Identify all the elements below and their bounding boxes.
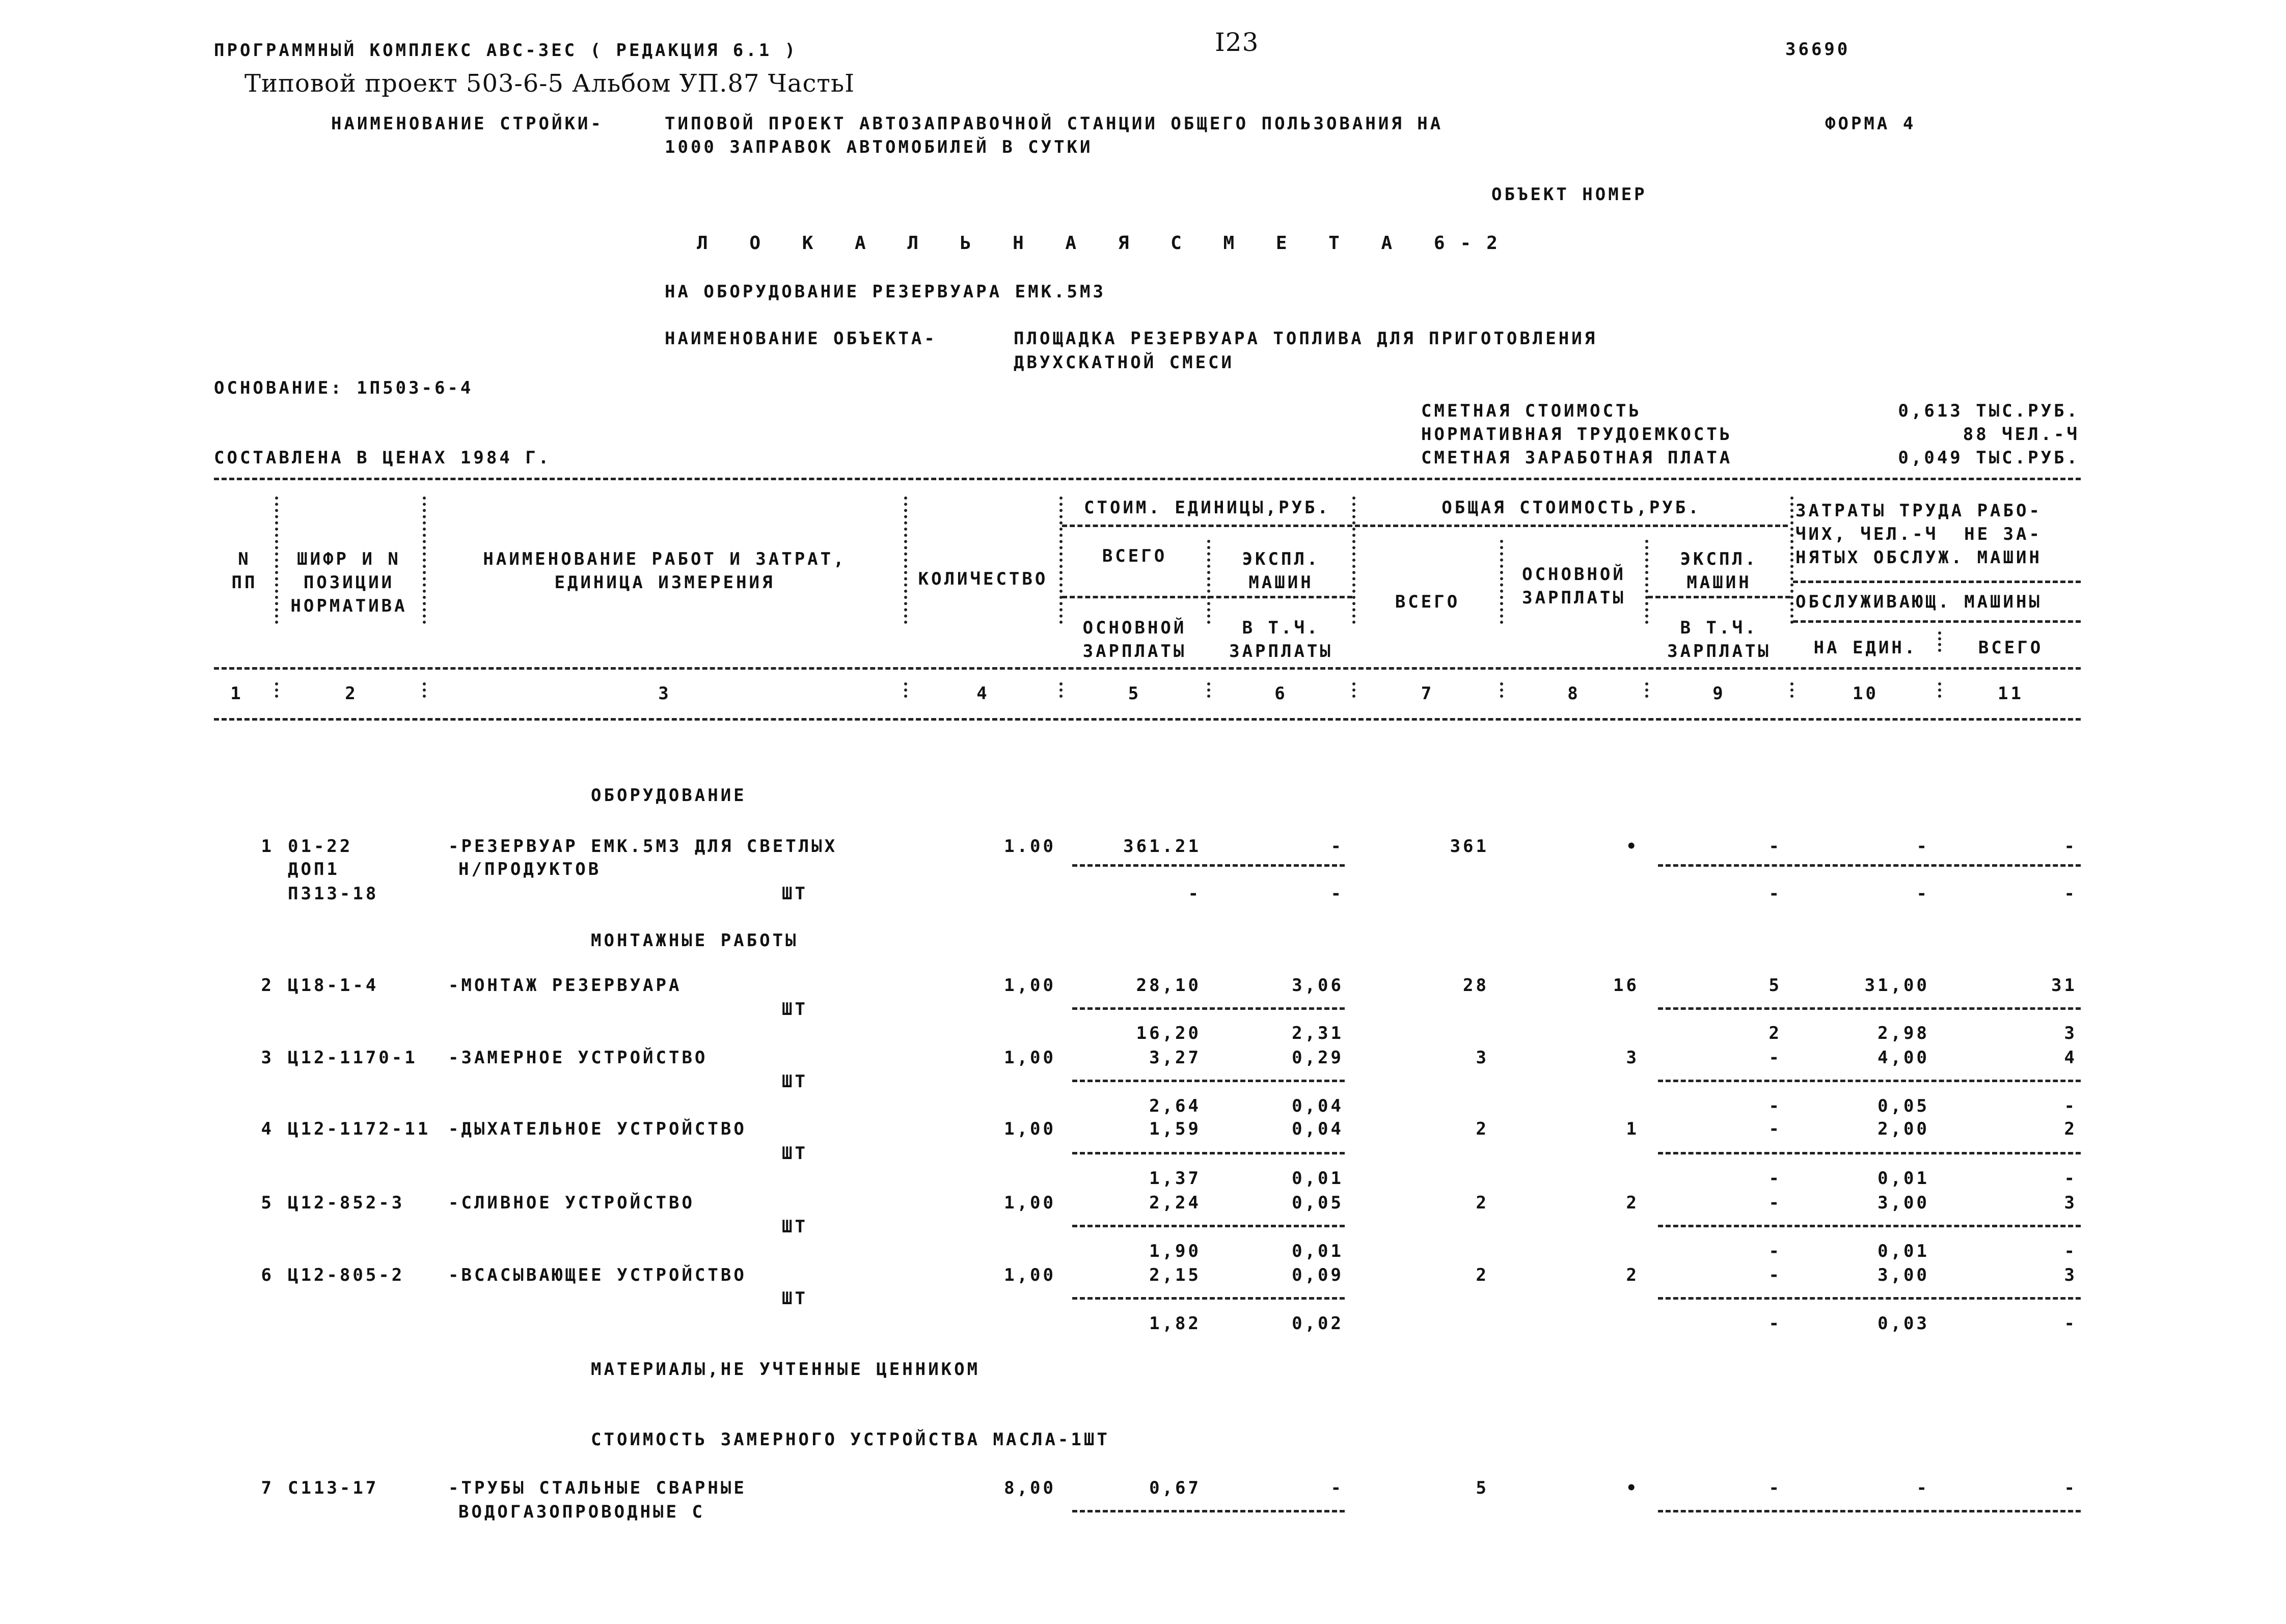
row-sub-rule [1072,1007,1345,1010]
row-number: 4 [261,1119,274,1139]
labor-rule-1 [1793,581,2081,583]
row-labor-unit: - [1916,1478,1929,1498]
col-header-labor: ЗАТРАТЫ ТРУДА РАБО- ЧИХ, ЧЕЛ.-Ч НЕ ЗА- НЯТЫХ ОБСЛУЖ. МАШИН [1795,501,2042,568]
row-unit-mach: 3,06 [1292,975,1344,996]
row-total-incl-wage: - [1768,884,1782,904]
row-labor-total: - [2064,836,2077,857]
row-labor-total: 3 [2064,1193,2077,1213]
row-sub-rule [1072,1152,1345,1154]
row-labor-serv-total: - [2064,884,2077,904]
row-unit-incl-wage: 2,31 [1292,1023,1344,1043]
row-code: Ц18-1-4 [288,975,379,996]
row-code: С113-17 [288,1478,379,1498]
row-name-2: Н/ПРОДУКТОВ [458,859,602,879]
row-total-mach: - [1768,1265,1782,1285]
row-labor-serv-unit: 0,01 [1877,1168,1929,1189]
row-unit-mach: - [1330,836,1344,857]
row-number: 3 [261,1048,274,1068]
row-unit-mach: 0,09 [1292,1265,1344,1285]
page-number: I23 [1215,27,1259,57]
section-equipment: ОБОРУДОВАНИЕ [591,785,747,806]
row-total-incl-wage: - [1768,1096,1782,1116]
row-sub-rule [1072,1080,1345,1082]
row-total-wage: 1 [1626,1119,1639,1139]
row-code: Ц12-805-2 [288,1265,405,1285]
row-total: 2 [1476,1265,1489,1285]
row-unit-base-wage: 1,90 [1149,1241,1201,1261]
row-total: 28 [1463,975,1489,996]
row-qty: 1,00 [1004,1119,1056,1139]
row-sub-rule [1658,1225,2081,1227]
row-name-2: ВОДОГАЗОПРОВОДНЫЕ С [458,1502,705,1522]
unit-cost-rule [1062,525,1352,527]
row-code-2: ДОП1 [288,859,340,879]
row-qty: 1,00 [1004,1048,1056,1068]
summary-label-labor: НОРМАТИВНАЯ ТРУДОЕМКОСТЬ [1421,424,1733,445]
row-labor-serv-total: - [2064,1168,2077,1189]
header-mid-rule [214,667,2081,670]
col-header-total-all: ВСЕГО [1395,592,1460,612]
row-name: -ВСАСЫВАЮЩЕЕ УСТРОЙСТВО [448,1265,747,1285]
section-meter-cost: СТОИМОСТЬ ЗАМЕРНОГО УСТРОЙСТВА МАСЛА-1ШТ [591,1429,1110,1450]
col-header-labor-total: ВСЕГО [1978,638,2044,658]
doc-code: 36690 [1785,39,1850,60]
row-labor-unit: 3,00 [1877,1265,1929,1285]
row-total-wage: 2 [1626,1193,1639,1213]
header-top-rule [214,478,2081,480]
row-total: 3 [1476,1048,1489,1068]
object-label: НАИМЕНОВАНИЕ ОБЪЕКТА- [665,328,937,349]
row-total-incl-wage: - [1768,1241,1782,1261]
row-labor-total: 2 [2064,1119,2077,1139]
col-header-total-wage: ОСНОВНОЙ ЗАРПЛАТЫ [1522,564,1626,608]
row-total: 2 [1476,1119,1489,1139]
row-labor-serv-total: 3 [2064,1023,2077,1043]
row-code: Ц12-1172-11 [288,1119,431,1139]
col-header-name: НАИМЕНОВАНИЕ РАБОТ И ЗАТРАТ, ЕДИНИЦА ИЗМЕРЕНИЯ [483,549,847,593]
row-name: -РЕЗЕРВУАР ЕМК.5М3 ДЛЯ СВЕТЛЫХ [448,836,838,857]
row-total: 2 [1476,1193,1489,1213]
row-unit-base-wage: 1,37 [1149,1168,1201,1189]
row-number: 5 [261,1193,274,1213]
estimate-subtitle: НА ОБОРУДОВАНИЕ РЕЗЕРВУАРА ЕМК.5М3 [665,282,1106,302]
row-unit-incl-wage: 0,02 [1292,1313,1344,1334]
row-total-mach: - [1768,1048,1782,1068]
col-num-6: 6 [1274,683,1288,704]
row-unit-mach: 0,05 [1292,1193,1344,1213]
row-sub-rule [1072,1510,1345,1512]
row-qty: 8,00 [1004,1478,1056,1498]
row-total-wage: • [1626,836,1639,857]
form-label: ФОРМА 4 [1825,114,1916,134]
row-unit-incl-wage: 0,04 [1292,1096,1344,1116]
col-header-total-incl-wage: В Т.Ч. ЗАРПЛАТЫ [1667,618,1771,662]
price-basis: СОСТАВЛЕНА В ЦЕНАХ 1984 Г. [214,448,552,468]
col-num-1: 1 [230,683,243,704]
row-unit: ШТ [782,884,808,904]
row-sub-rule [1072,864,1345,867]
row-unit-mach: 0,29 [1292,1048,1344,1068]
project-title: Типовой проект 503-6-5 Альбом УП.87 ЧастьI [244,69,855,98]
row-labor-total: 31 [2051,975,2077,996]
summary-label-wage: СМЕТНАЯ ЗАРАБОТНАЯ ПЛАТА [1421,448,1733,468]
row-total-mach: - [1768,1193,1782,1213]
row-labor-serv-unit: 0,05 [1877,1096,1929,1116]
col-header-qty: КОЛИЧЕСТВО [918,569,1048,589]
row-name: -СЛИВНОЕ УСТРОЙСТВО [448,1193,695,1213]
row-sub-rule [1658,1152,2081,1154]
row-unit-total: 28,10 [1136,975,1201,996]
object-name-line1: ПЛОЩАДКА РЕЗЕРВУАРА ТОПЛИВА ДЛЯ ПРИГОТОВЛЕНИЯ [1014,328,1598,349]
col-num-2: 2 [345,683,358,704]
row-total-wage: 16 [1613,975,1639,996]
row-labor-total: 4 [2064,1048,2077,1068]
row-name: -ЗАМЕРНОЕ УСТРОЙСТВО [448,1048,708,1068]
summary-value-cost: 0,613 ТЫС.РУБ. [1898,401,2080,421]
row-unit-incl-wage: - [1330,884,1344,904]
row-code: Ц12-1170-1 [288,1048,418,1068]
col-header-labor-serv: ОБСЛУЖИВАЮЩ. МАШИНЫ [1795,592,2042,612]
col-header-unit-total: ВСЕГО [1102,546,1167,566]
row-unit-base-wage: 2,64 [1149,1096,1201,1116]
row-sub-rule [1658,1510,2081,1512]
col-num-9: 9 [1712,683,1726,704]
summary-value-wage: 0,049 ТЫС.РУБ. [1898,448,2080,468]
total-cost-rule [1355,525,1788,527]
row-unit-mach: 0,04 [1292,1119,1344,1139]
object-number: ОБЪЕКТ НОМЕР [1491,184,1647,205]
row-labor-total: 3 [2064,1265,2077,1285]
col-num-4: 4 [976,683,990,704]
row-number: 7 [261,1478,274,1498]
row-unit: ШТ [782,999,808,1020]
col-num-10: 10 [1853,683,1879,704]
program-line: ПРОГРАММНЫЙ КОМПЛЕКС АВС-3ЕС ( РЕДАКЦИЯ 6.1 ) [214,40,798,61]
row-labor-serv-unit: 0,01 [1877,1241,1929,1261]
col-header-code: ШИФР И N ПОЗИЦИИ НОРМАТИВА [290,549,407,616]
row-number: 1 [261,836,274,857]
row-labor-unit: - [1916,836,1929,857]
col-header-unit-incl-wage: В Т.Ч. ЗАРПЛАТЫ [1229,618,1333,662]
object-name-line2: ДВУХСКАТНОЙ СМЕСИ [1014,352,1234,373]
row-labor-serv-total: - [2064,1313,2077,1334]
row-unit-base-wage: 16,20 [1136,1023,1201,1043]
row-unit-total: 0,67 [1149,1478,1201,1498]
row-total-mach: - [1768,836,1782,857]
summary-value-labor: 88 ЧЕЛ.-Ч [1963,424,2080,445]
col-header-num: N ПП [231,549,258,593]
row-code: 01-22 [288,836,353,857]
row-name: -ТРУБЫ СТАЛЬНЫЕ СВАРНЫЕ [448,1478,747,1498]
col-num-8: 8 [1567,683,1581,704]
row-unit-mach: - [1330,1478,1344,1498]
row-total-mach: 5 [1768,975,1782,996]
site-label: НАИМЕНОВАНИЕ СТРОЙКИ- [331,114,604,134]
row-sub-rule [1072,1225,1345,1227]
row-unit-incl-wage: 0,01 [1292,1168,1344,1189]
row-unit-total: 2,15 [1149,1265,1201,1285]
row-labor-unit: 4,00 [1877,1048,1929,1068]
row-total-incl-wage: - [1768,1313,1782,1334]
col-header-unit-cost: СТОИМ. ЕДИНИЦЫ,РУБ. [1084,498,1330,518]
row-unit: ШТ [782,1288,808,1309]
row-code-3: П313-18 [288,884,379,904]
col-header-unit-mach: ЭКСПЛ. МАШИН [1242,549,1320,593]
row-total-wage: • [1626,1478,1639,1498]
row-total-wage: 2 [1626,1265,1639,1285]
col-num-5: 5 [1128,683,1141,704]
basis: ОСНОВАНИЕ: 1П503-6-4 [214,378,474,398]
row-unit-base-wage: 1,82 [1149,1313,1201,1334]
col-header-total-cost: ОБЩАЯ СТОИМОСТЬ,РУБ. [1441,498,1701,518]
row-unit-total: 1,59 [1149,1119,1201,1139]
row-labor-unit: 3,00 [1877,1193,1929,1213]
col-header-unit-base-wage: ОСНОВНОЙ ЗАРПЛАТЫ [1082,618,1187,662]
row-unit: ШТ [782,1143,808,1164]
row-name: -ДЫХАТЕЛЬНОЕ УСТРОЙСТВО [448,1119,747,1139]
col-header-total-mach: ЭКСПЛ. МАШИН [1680,549,1758,593]
col-num-3: 3 [658,683,671,704]
row-code: Ц12-852-3 [288,1193,405,1213]
row-sub-rule [1658,864,2081,867]
col-header-labor-unit: НА ЕДИН. [1813,638,1918,658]
row-unit: ШТ [782,1217,808,1237]
estimate-title: Л О К А Л Ь Н А Я С М Е Т А 6-2 [697,233,1513,254]
row-sub-rule [1072,1297,1345,1300]
row-total-incl-wage: - [1768,1168,1782,1189]
summary-label-cost: СМЕТНАЯ СТОИМОСТЬ [1421,401,1642,421]
col-num-11: 11 [1998,683,2024,704]
row-unit-total: 361.21 [1123,836,1201,857]
total-sub-rule [1648,596,1790,598]
row-labor-unit: 31,00 [1864,975,1929,996]
row-total-mach: - [1768,1119,1782,1139]
row-total-wage: 3 [1626,1048,1639,1068]
site-name-line1: ТИПОВОЙ ПРОЕКТ АВТОЗАПРАВОЧНОЙ СТАНЦИИ ОБЩЕГО ПОЛЬЗОВАНИЯ НА [665,114,1444,134]
section-materials: МАТЕРИАЛЫ,НЕ УЧТЕННЫЕ ЦЕННИКОМ [591,1359,981,1380]
row-total-mach: - [1768,1478,1782,1498]
row-unit: ШТ [782,1071,808,1092]
row-total: 361 [1450,836,1489,857]
row-qty: 1,00 [1004,1265,1056,1285]
row-labor-serv-total: - [2064,1096,2077,1116]
labor-rule-2 [1793,620,2081,623]
unit-sub-rule [1062,596,1352,598]
row-labor-serv-total: - [2064,1241,2077,1261]
col-num-7: 7 [1421,683,1434,704]
row-name: -МОНТАЖ РЕЗЕРВУАРА [448,975,682,996]
row-sub-rule [1658,1080,2081,1082]
row-labor-serv-unit: - [1916,884,1929,904]
row-number: 2 [261,975,274,996]
row-unit-total: 2,24 [1149,1193,1201,1213]
row-labor-serv-unit: 0,03 [1877,1313,1929,1334]
row-total-incl-wage: 2 [1768,1023,1782,1043]
site-name-line2: 1000 ЗАПРАВОК АВТОМОБИЛЕЙ В СУТКИ [665,137,1093,157]
row-qty: 1,00 [1004,975,1056,996]
row-labor-serv-unit: 2,98 [1877,1023,1929,1043]
row-labor-unit: 2,00 [1877,1119,1929,1139]
row-unit-base-wage: - [1188,884,1201,904]
row-sub-rule [1658,1297,2081,1300]
row-unit-incl-wage: 0,01 [1292,1241,1344,1261]
row-total: 5 [1476,1478,1489,1498]
row-sub-rule [1658,1007,2081,1010]
row-qty: 1,00 [1004,1193,1056,1213]
row-labor-total: - [2064,1478,2077,1498]
row-unit-total: 3,27 [1149,1048,1201,1068]
header-bottom-rule [214,718,2081,721]
row-number: 6 [261,1265,274,1285]
row-qty: 1.00 [1004,836,1056,857]
section-installation: МОНТАЖНЫЕ РАБОТЫ [591,930,799,951]
